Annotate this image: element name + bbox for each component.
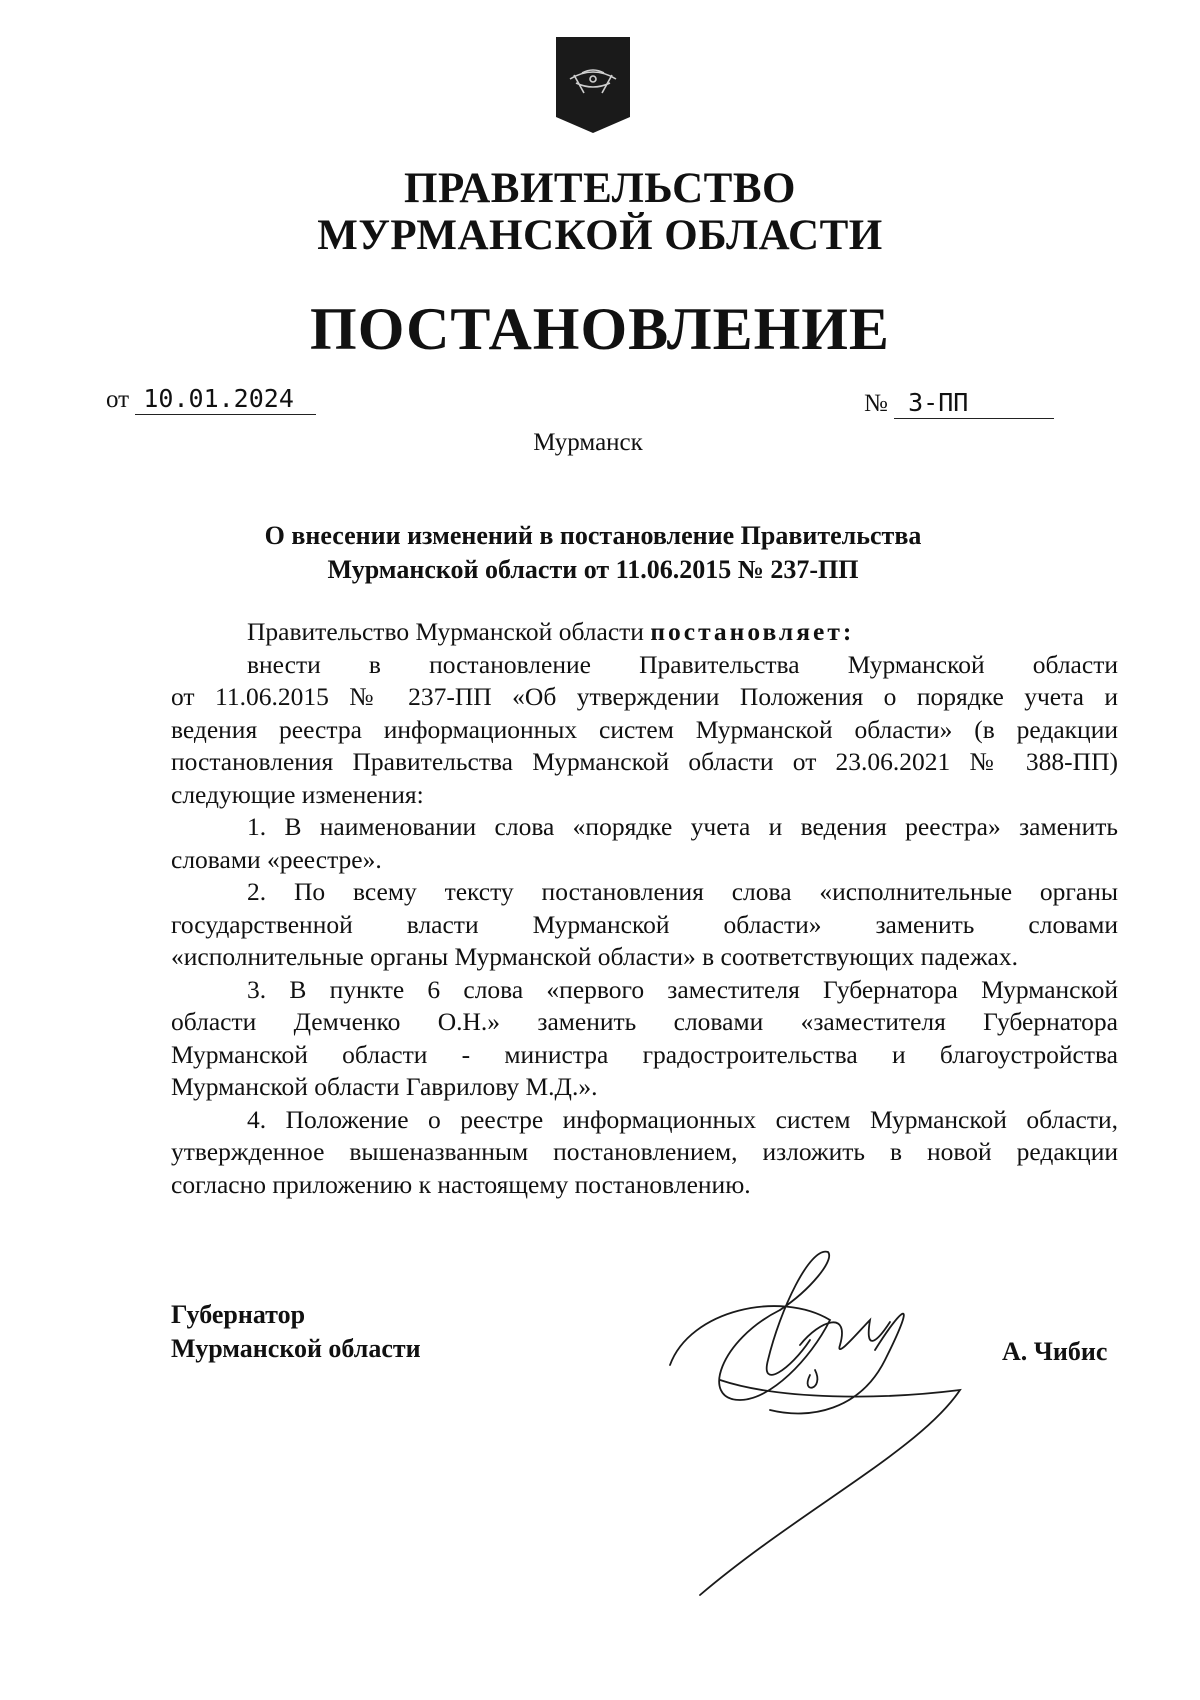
date-prefix: от: [106, 386, 130, 413]
coat-of-arms-icon: [554, 35, 632, 135]
city: Мурманск: [533, 429, 643, 456]
document-title-line1: О внесении изменений в постановление Правительства: [264, 521, 922, 550]
decree-line: внести в постановление Правительства Мурманской области: [247, 649, 1118, 679]
signatory-name: А. Чибис: [1002, 1337, 1108, 1366]
number-value: 3-ПП: [894, 388, 1054, 419]
item-2-line: 2. По всему тексту постановления слова «исполнительные органы: [247, 877, 1118, 906]
document-number: [864, 388, 1054, 419]
item-3-line: области Демченко О.Н.» заменить словами «заместителя Губернатора: [171, 1007, 1118, 1036]
item-3-line: Мурманской области Гаврилову М.Д.».: [171, 1072, 598, 1101]
item-2-line: «исполнительные органы Мурманской области» в соответствующих падежах.: [171, 942, 1019, 971]
organization-name-line1: ПРАВИТЕЛЬСТВО: [404, 165, 796, 212]
organization-name-line2: МУРМАНСКОЙ ОБЛАСТИ: [317, 212, 883, 259]
item-3-line: 3. В пункте 6 слова «первого заместителя Губернатора Мурманской: [247, 974, 1118, 1004]
decree-line: от 11.06.2015 № 237-ПП «Об утверждении Положения о порядке учета и: [171, 682, 1118, 711]
document-body: [171, 616, 1118, 1201]
intro-verb: постановляет:: [650, 617, 855, 646]
decree-line: постановления Правительства Мурманской области от 23.06.2021 № 388-ПП): [171, 747, 1118, 776]
document-type: ПОСТАНОВЛЕНИЕ: [310, 296, 890, 362]
handwritten-signature-icon: [660, 1250, 980, 1600]
decree-line: следующие изменения:: [171, 779, 424, 809]
item-1-line: словами «реестре».: [171, 844, 382, 874]
document-date: [106, 384, 316, 415]
item-4-line: согласно приложению к настоящему постановлению.: [171, 1169, 751, 1199]
signatory-position-line2: Мурманской области: [171, 1334, 421, 1363]
signatory-position: [171, 1298, 421, 1366]
decree-line: ведения реестра информационных систем Мурманской области» (в редакции: [171, 714, 1118, 744]
item-2-line: государственной власти Мурманской области» заменить словами: [171, 909, 1118, 939]
intro-lead: Правительство Мурманской области: [247, 617, 644, 646]
item-4-line: утвержденное вышеназванным постановлением, изложить в новой редакции: [171, 1137, 1118, 1166]
signatory-position-line1: Губернатор: [171, 1300, 306, 1329]
item-4-line: 4. Положение о реестре информационных систем Мурманской области,: [247, 1104, 1118, 1134]
document-title-line2: Мурманской области от 11.06.2015 № 237-ПП: [327, 555, 859, 584]
intro-paragraph: [171, 616, 1118, 649]
number-prefix: №: [864, 390, 888, 417]
date-value: 10.01.2024: [135, 384, 316, 415]
item-3-line: Мурманской области - министра градостроительства и благоустройства: [171, 1039, 1118, 1069]
item-1-line: 1. В наименовании слова «порядке учета и ведения реестра» заменить: [247, 812, 1118, 841]
